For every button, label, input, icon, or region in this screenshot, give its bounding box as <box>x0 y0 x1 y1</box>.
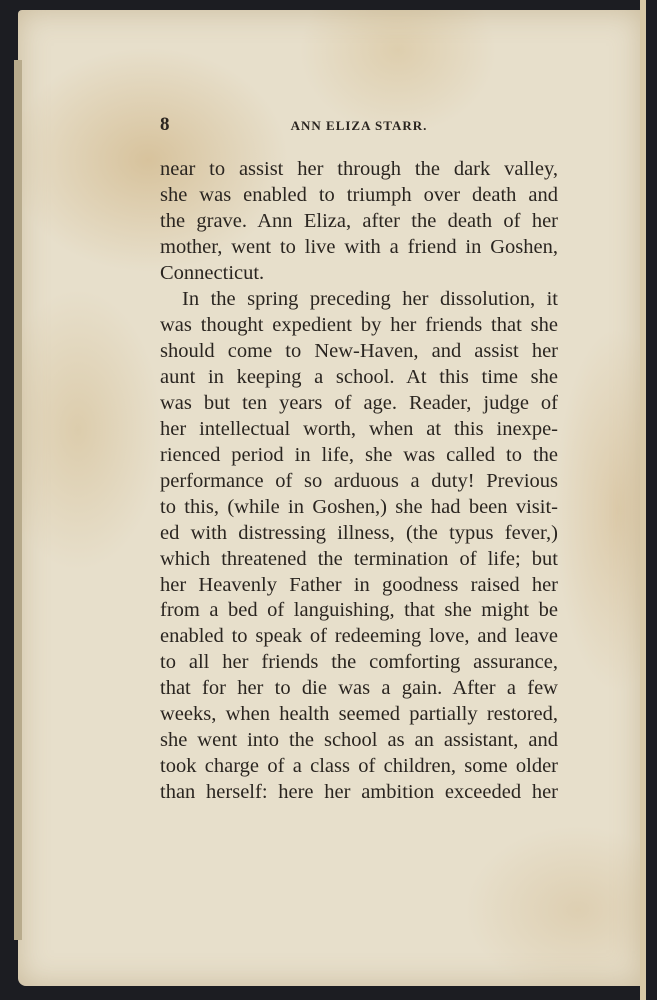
text-line: aunt in keeping a school. At this time she <box>160 365 558 388</box>
text-line: was thought expedient by her friends that she <box>160 313 558 336</box>
running-title: ANN ELIZA STARR. <box>290 118 428 133</box>
text-line: rienced period in life, she was called to the <box>160 443 558 466</box>
background-strip <box>646 0 657 1000</box>
text-line: Connecticut. <box>160 261 265 284</box>
text-line: In the spring preceding her dissolution, it <box>182 287 558 310</box>
text-line: her Heavenly Father in goodness raised her <box>160 573 558 596</box>
text-line: near to assist her through the dark valley, <box>160 158 558 180</box>
text-line: which threatened the termination of life; but <box>160 547 558 570</box>
body-text <box>160 157 558 806</box>
text-line: to this, (while in Goshen,) she had been visit- <box>160 495 558 518</box>
text-line: from a bed of languishing, that she might be <box>160 599 558 622</box>
text-line: the grave. Ann Eliza, after the death of her <box>160 209 558 232</box>
text-line: she was enabled to triumph over death and <box>160 183 558 206</box>
text-line: than herself: here her ambition exceeded her <box>160 781 558 804</box>
text-line: took charge of a class of children, some older <box>160 755 558 778</box>
page-number: 8 <box>160 114 170 135</box>
text-line: performance of so arduous a duty! Previous <box>160 469 558 492</box>
text-line: that for her to die was a gain. After a few <box>160 677 558 700</box>
text-line: enabled to speak of redeeming love, and leave <box>160 625 558 648</box>
text-line: was but ten years of age. Reader, judge of <box>160 391 558 414</box>
text-line: ed with distressing illness, (the typus fever,) <box>160 521 558 544</box>
page-spine-edge <box>14 60 22 940</box>
text-line: weeks, when health seemed partially restored, <box>160 703 558 726</box>
text-line: she went into the school as an assistant, and <box>160 729 558 752</box>
text-line: to all her friends the comforting assurance, <box>160 651 558 674</box>
text-line: mother, went to live with a friend in Goshen, <box>160 235 558 258</box>
text-line: her intellectual worth, when at this inexpe- <box>160 417 558 440</box>
text-line: should come to New-Haven, and assist her <box>160 339 558 362</box>
